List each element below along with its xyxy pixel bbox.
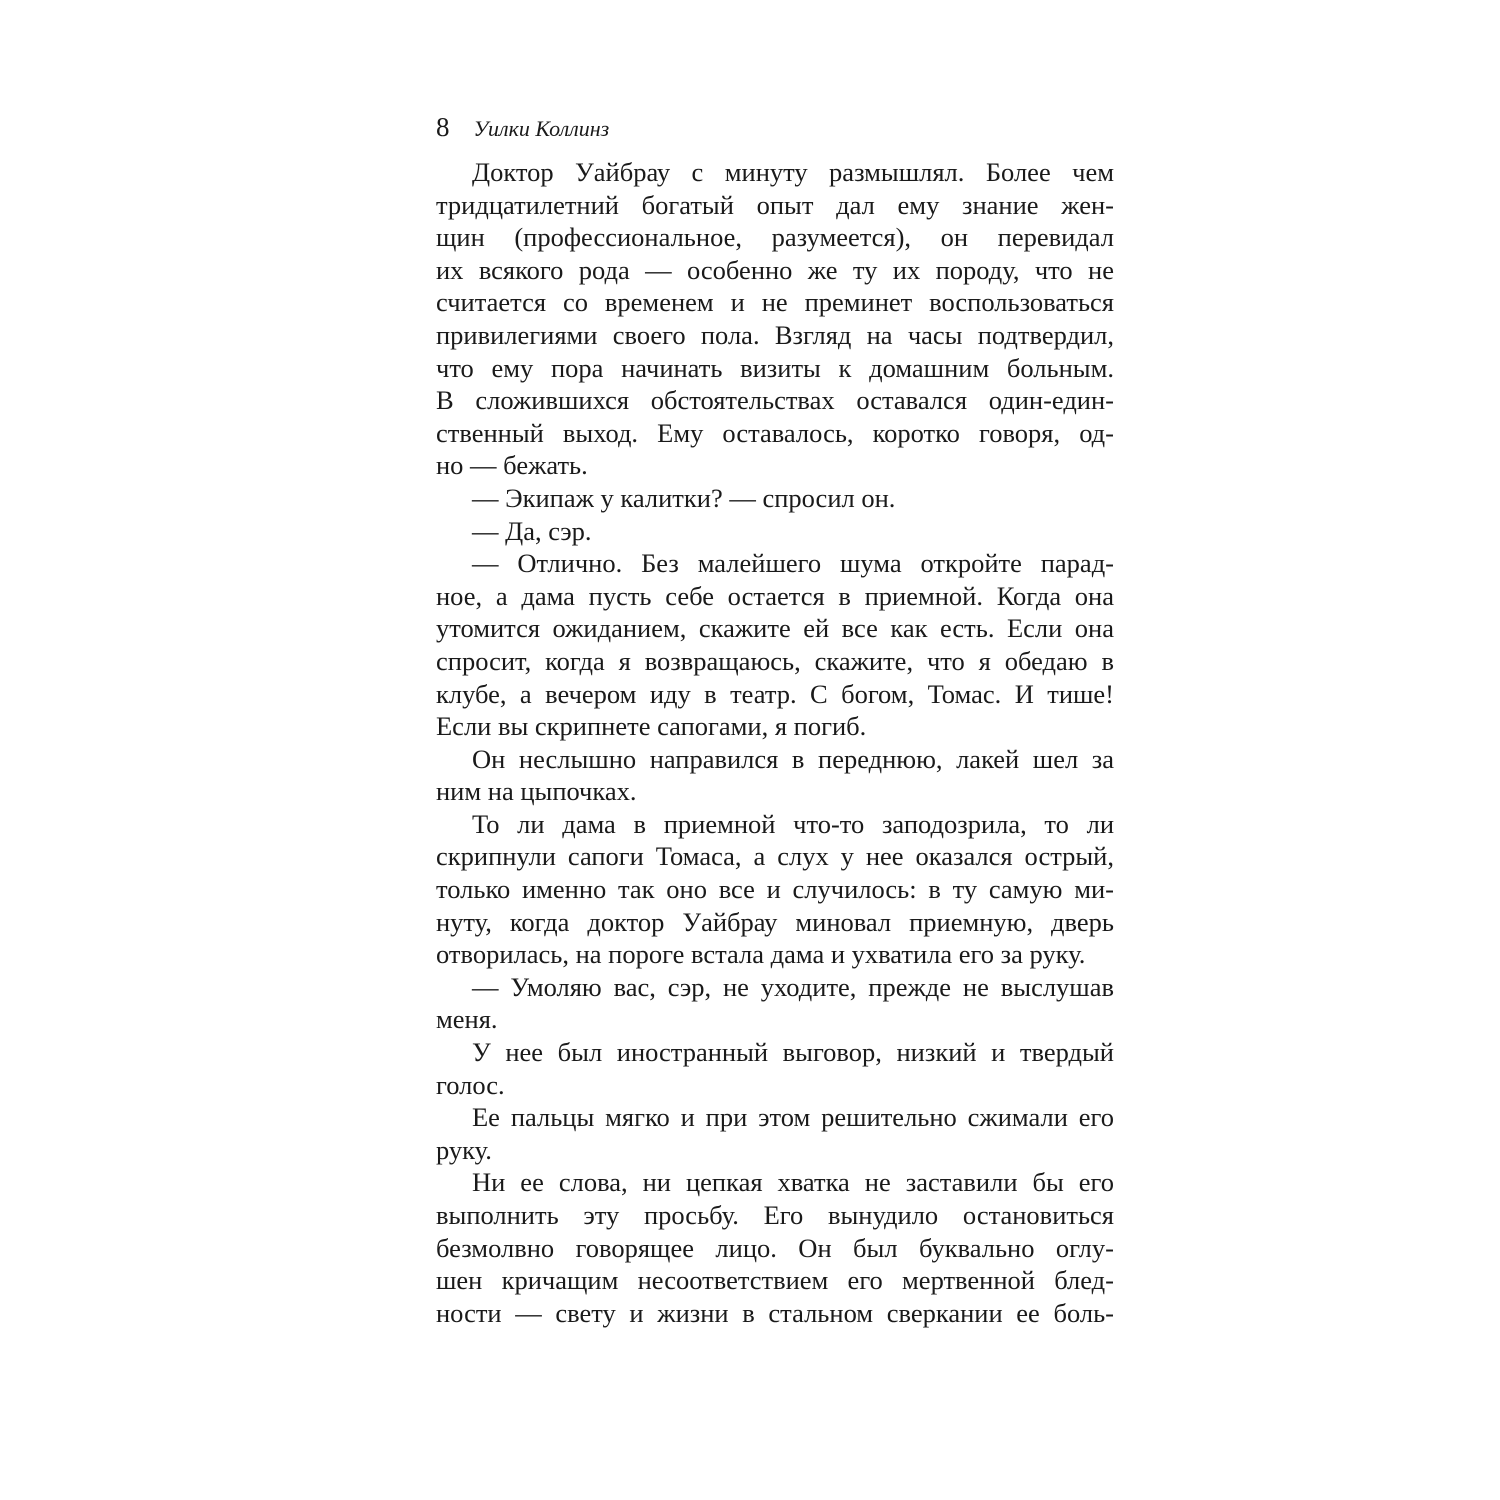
text-line: руку. [436,1134,492,1165]
author-name: Уилки Коллинз [473,116,610,141]
text-line: что ему пора начинать визиты к домашним больным. [436,352,1114,383]
text-line: безмолвно говорящее лицо. Он был буквально оглу- [436,1232,1114,1263]
text-line: шен кричащим несоответствием его мертвенной блед- [436,1265,1114,1296]
text-line: ное, а дама пусть себе остается в приемной. Когда она [436,580,1114,611]
text-line: Если вы скрипнете сапогами, я погиб. [436,711,867,742]
page-number: 8 [436,112,450,142]
text-line: меня. [436,1004,498,1035]
text-line: ним на цыпочках. [436,776,637,807]
text-line: — Отлично. Без малейшего шума откройте парад- [472,548,1114,579]
text-line: голос. [436,1069,505,1100]
text-line: тридцатилетний богатый опыт дал ему знание жен- [436,189,1114,220]
text-line: считается со временем и не преминет воспользоваться [436,287,1114,318]
text-line: нуту, когда доктор Уайбрау миновал приемную, дверь [436,906,1114,937]
text-line: — Умоляю вас, сэр, не уходите, прежде не выслушав [472,971,1114,1002]
text-line: утомится ожиданием, скажите ей все как есть. Если она [436,613,1114,644]
text-line: отворилась, на пороге встала дама и ухватила его за руку. [436,939,1086,970]
book-page [436,112,1114,1329]
text-line: спросит, когда я возвращаюсь, скажите, что я обедаю в [436,645,1114,676]
text-line: Ее пальцы мягко и при этом решительно сжимали его [472,1102,1114,1133]
text-line: их всякого рода — особенно же ту их породу, что не [436,254,1114,285]
text-line: скрипнули сапоги Томаса, а слух у нее оказался острый, [436,841,1114,872]
text-line: У нее был иностранный выговор, низкий и твердый [472,1037,1114,1068]
text-line: клубе, а вечером иду в театр. С богом, Томас. И тише! [436,678,1114,709]
text-line: привилегиями своего пола. Взгляд на часы подтвердил, [436,319,1114,350]
text-line: только именно так оно все и случилось: в ту самую ми- [436,874,1114,905]
text-line: ственный выход. Ему оставалось, коротко говоря, од- [436,417,1114,448]
text-line: Он неслышно направился в переднюю, лакей шел за [472,743,1114,774]
body-text [436,156,1114,1329]
text-line: — Да, сэр. [472,515,592,546]
text-line: В сложившихся обстоятельствах оставался один-един- [436,385,1114,416]
text-line: Ни ее слова, ни цепкая хватка не заставили бы его [472,1167,1114,1198]
text-line: щин (профессиональное, разумеется), он перевидал [436,222,1114,253]
text-line: То ли дама в приемной что-то заподозрила, то ли [472,808,1114,839]
text-line: выполнить эту просьбу. Его вынудило остановиться [436,1200,1114,1230]
text-line: Доктор Уайбрау с минуту размышлял. Более чем [472,157,1114,187]
text-line: но — бежать. [436,450,588,481]
text-line: ности — свету и жизни в стальном сверкании ее боль- [436,1297,1114,1328]
running-head [436,112,1114,146]
text-line: — Экипаж у калитки? — спросил он. [472,482,896,513]
